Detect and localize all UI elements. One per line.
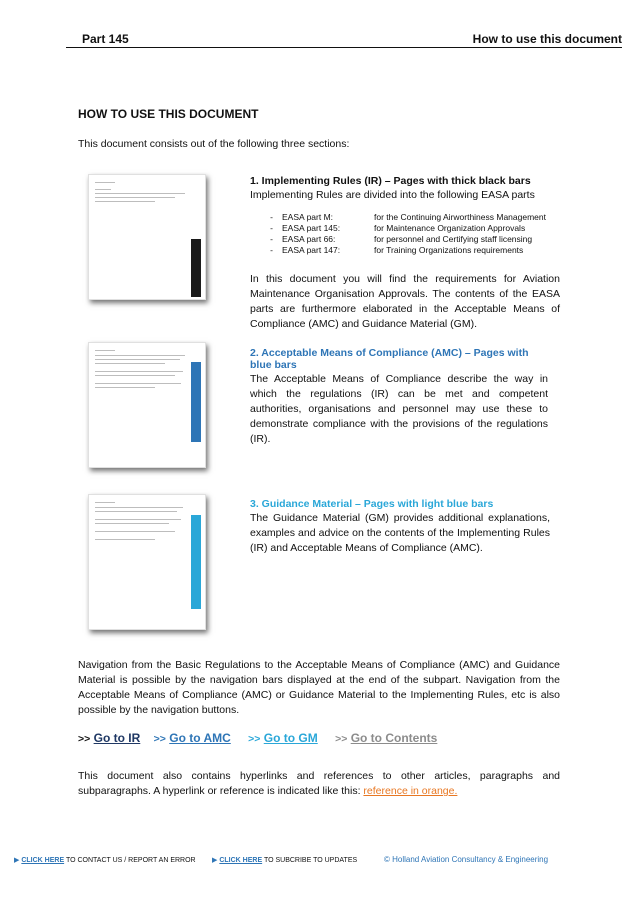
hyperlink-paragraph [78, 769, 560, 799]
gm-section-text: The Guidance Material (GM) provides additional explanations, examples and advice on the contents of the Implementing Rules (IR) and Acceptable Means of Compliance (AMC). [250, 512, 550, 554]
list-item: - EASA part 145: for Maintenance Organization Approvals [270, 223, 526, 233]
gm-page-thumbnail [88, 494, 206, 630]
gm-light-blue-bar [191, 515, 201, 609]
triangle-right-icon: ▶ [14, 857, 20, 864]
amc-section-text: The Acceptable Means of Compliance describe the way in which the regulations (IR) can be met and competent authorities, organisations and personnel may use these to demonstrate compliance with the provisions of the regulations (IR). [250, 373, 548, 445]
gm-section-title: 3. Guidance Material – Pages with light blue bars [250, 498, 494, 510]
nav-prefix: >> [248, 733, 261, 745]
contact-text: TO CONTACT US / REPORT AN ERROR [64, 857, 196, 864]
triangle-right-icon: ▶ [212, 857, 218, 864]
header-part: Part 145 [82, 32, 129, 46]
subscribe-text: TO SUBCRIBE TO UPDATES [262, 857, 358, 864]
subscribe-link[interactable]: CLICK HERE [219, 857, 263, 864]
header-rule [66, 47, 622, 48]
reference-sample-link[interactable]: reference in orange. [363, 785, 458, 797]
contact-link[interactable]: CLICK HERE [21, 857, 65, 864]
ir-section-title: 1. Implementing Rules (IR) – Pages with thick black bars [250, 175, 531, 187]
ir-section-subtitle: Implementing Rules are divided into the following EASA parts [250, 189, 535, 201]
go-to-gm-link[interactable]: Go to GM [263, 731, 318, 745]
list-item: - EASA part M: for the Continuing Airworthiness Management [270, 212, 546, 222]
footer-subscribe [212, 856, 357, 864]
easa-parts-list [261, 212, 560, 256]
nav-prefix: >> [153, 733, 166, 745]
navigation-buttons [78, 731, 437, 745]
nav-prefix: >> [335, 733, 348, 745]
list-item: - EASA part 147: for Training Organizations requirements [270, 245, 524, 255]
intro-text: This document consists out of the following three sections: [78, 138, 350, 150]
go-to-contents-link[interactable]: Go to Contents [350, 731, 438, 745]
amc-page-thumbnail [88, 342, 206, 468]
list-item: - EASA part 66: for personnel and Certifying staff licensing [270, 234, 533, 244]
go-to-amc-link[interactable]: Go to AMC [169, 731, 231, 745]
footer-copyright: © Holland Aviation Consultancy & Engineering [384, 855, 549, 864]
footer-contact [14, 856, 196, 864]
ir-page-thumbnail [88, 174, 206, 300]
nav-prefix: >> [78, 733, 91, 745]
ir-section-text: In this document you will find the requirements for Aviation Maintenance Organisation Approvals. The contents of the EASA parts are furthermore elaborated in the Acceptable Means of Compliance (AMC) and Guidance Material (GM). [250, 273, 560, 330]
header-doc-title: How to use this document [472, 32, 622, 46]
go-to-ir-link[interactable]: Go to IR [93, 731, 141, 745]
ir-black-bar [191, 239, 201, 296]
hyperlink-text: This document also contains hyperlinks and references to other articles, paragraphs and subparagraphs. A hyperlink or reference is indicated like this: [78, 770, 560, 797]
amc-section-title: 2. Acceptable Means of Compliance (AMC) – Pages with blue bars [250, 347, 529, 371]
page-title: HOW TO USE THIS DOCUMENT [78, 107, 259, 121]
amc-blue-bar [191, 362, 201, 443]
navigation-paragraph: Navigation from the Basic Regulations to the Acceptable Means of Compliance (AMC) and Guidance Material is possible by the navigation bars displayed at the end of the subpart. Navigation from the Acceptable Means of Compliance (AMC) or Guidance Material to the Implementing Rules, etc is also possible by the navigation buttons. [78, 659, 560, 716]
